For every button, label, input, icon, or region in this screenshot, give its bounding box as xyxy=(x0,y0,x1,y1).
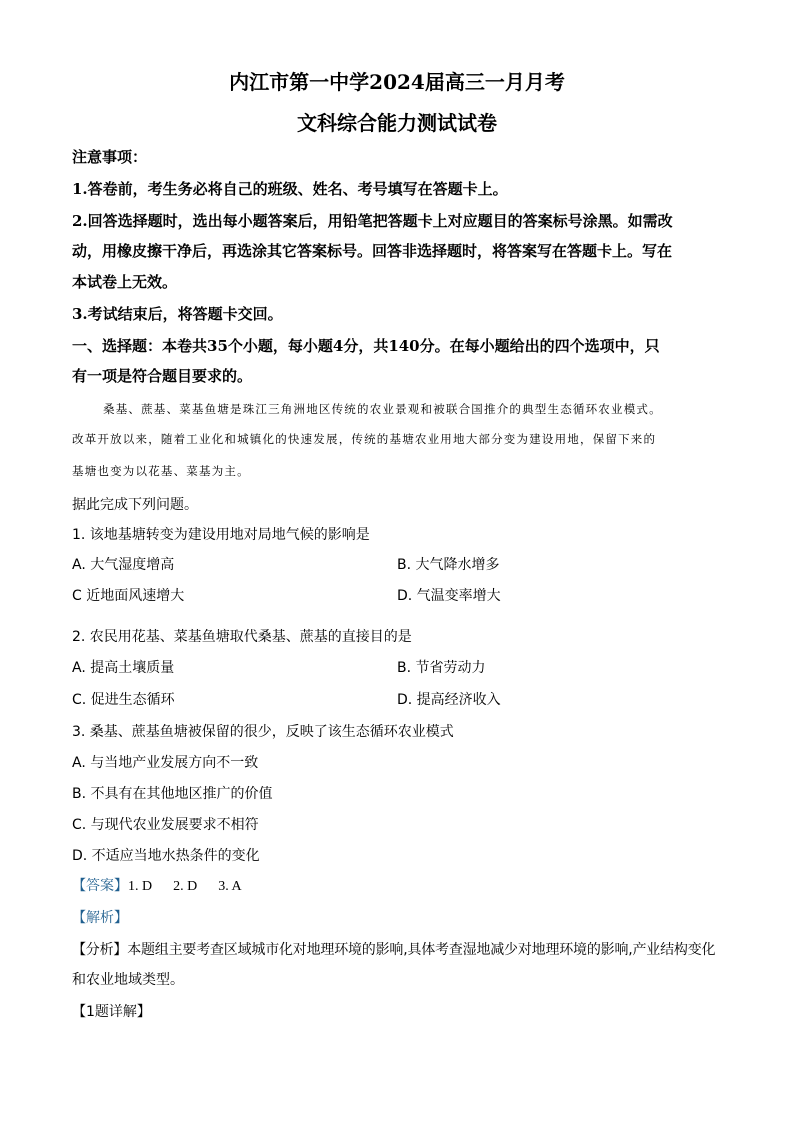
question-1-option-b: B. 大气降水增多 xyxy=(397,557,500,573)
analysis-text: 【分析】本题组主要考查区域城市化对地理环境的影响,具体考查湿地减少对地理环境的影响,产业结构变化 xyxy=(72,942,716,958)
question-1-option-a: A. 大气湿度增高 xyxy=(72,557,175,573)
passage-line: 改革开放以来，随着工业化和城镇化的快速发展，传统的基塘农业用地大部分变为建设用地，保留下来的 xyxy=(72,432,657,446)
question-1-option-d: D. 气温变率增大 xyxy=(397,588,501,604)
section-heading: 一、选择题：本卷共35个小题，每小题4分，共140分。在每小题给出的四个选项中，只 xyxy=(72,337,660,355)
page-subtitle: 文科综合能力测试试卷 xyxy=(297,111,497,135)
question-1-option-c: C 近地面风速增大 xyxy=(72,588,185,604)
notice-item-2: 2.回答选择题时，选出每小题答案后，用铅笔把答题卡上对应题目的答案标号涂黑。如需改 xyxy=(72,212,673,230)
analysis-label: 【解析】 xyxy=(72,910,128,926)
instruction: 据此完成下列问题。 xyxy=(72,497,198,513)
question-2-option-c: C. 促进生态循环 xyxy=(72,692,175,708)
question-3-option-d: D. 不适应当地水热条件的变化 xyxy=(72,848,260,864)
question-2-stem: 2. 农民用花基、菜基鱼塘取代桑基、蔗基的直接目的是 xyxy=(72,629,412,645)
question-3-option-b: B. 不具有在其他地区推广的价值 xyxy=(72,786,273,802)
page-title: 内江市第一中学2024届高三一月月考 xyxy=(229,70,565,94)
detail-heading: 【1题详解】 xyxy=(72,1004,151,1020)
question-1-stem: 1. 该地基塘转变为建设用地对局地气候的影响是 xyxy=(72,527,370,543)
notice-item-2-cont: 本试卷上无效。 xyxy=(72,273,178,291)
question-3-option-a: A. 与当地产业发展方向不一致 xyxy=(72,755,259,771)
question-3-option-c: C. 与现代农业发展要求不相符 xyxy=(72,817,259,833)
section-heading-cont: 有一项是符合题目要求的。 xyxy=(72,367,253,385)
question-2-option-d: D. 提高经济收入 xyxy=(397,692,501,708)
answer-line xyxy=(72,879,242,894)
notice-heading: 注意事项： xyxy=(72,148,148,166)
notice-item-1: 1.答卷前，考生务必将自己的班级、姓名、考号填写在答题卡上。 xyxy=(72,180,508,198)
answer-values: 1. D 2. D 3. A xyxy=(128,879,242,894)
passage-line: 桑基、蔗基、菜基鱼塘是珠江三角洲地区传统的农业景观和被联合国推介的典型生态循环农业模式。 xyxy=(103,402,662,416)
analysis-text-cont: 和农业地域类型。 xyxy=(72,972,184,988)
question-3-stem: 3. 桑基、蔗基鱼塘被保留的很少，反映了该生态循环农业模式 xyxy=(72,724,454,740)
question-2-option-b: B. 节省劳动力 xyxy=(397,660,486,676)
notice-item-3: 3.考试结束后，将答题卡交回。 xyxy=(72,305,283,323)
notice-item-2-cont: 动，用橡皮擦干净后，再选涂其它答案标号。回答非选择题时，将答案写在答题卡上。写在 xyxy=(72,242,673,260)
answer-label: 【答案】 xyxy=(72,878,128,894)
question-2-option-a: A. 提高土壤质量 xyxy=(72,660,175,676)
passage-line: 基塘也变为以花基、菜基为主。 xyxy=(72,464,250,478)
